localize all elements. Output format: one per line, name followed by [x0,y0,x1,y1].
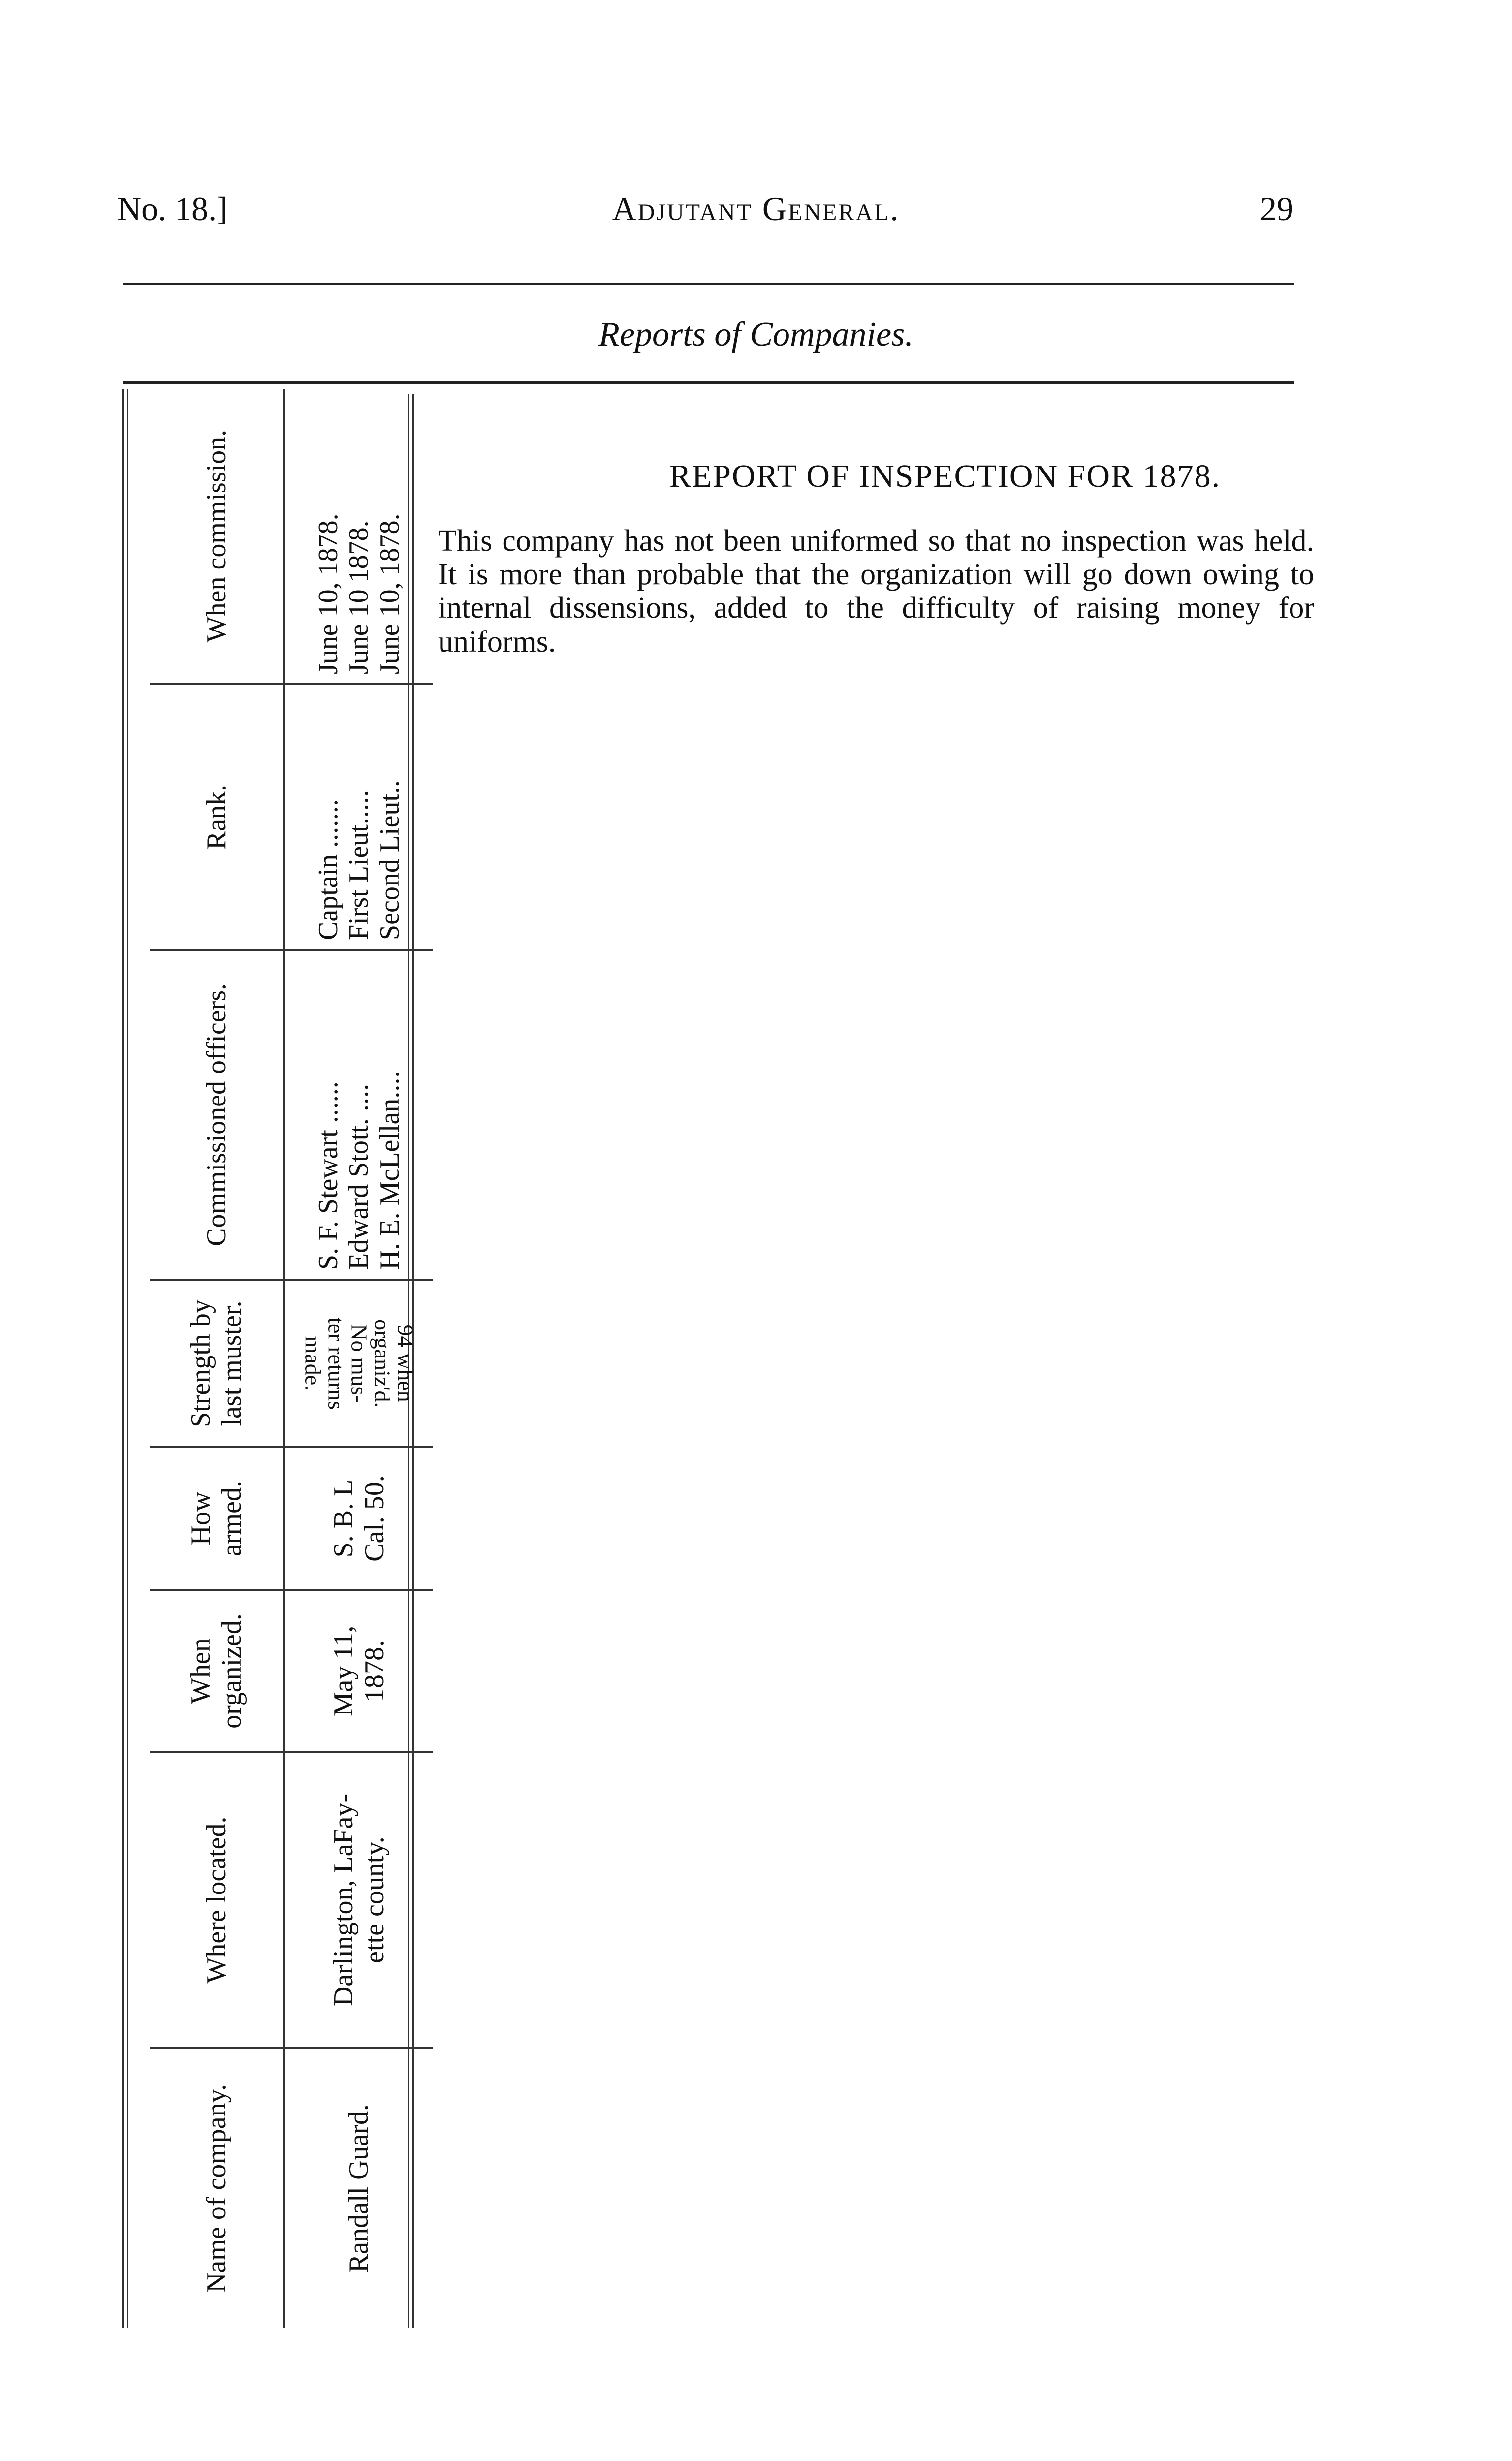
col-header-rank: Rank. [150,684,284,950]
companies-table [150,389,433,2328]
organized-line-2: 1878. [359,1640,390,1702]
commission-date: June 10, 1878. [374,513,405,674]
col-header-organized: When organized. [150,1590,284,1752]
section-subtitle: Reports of Companies. [598,316,914,353]
location-line-2: ette county. [359,1836,390,1963]
cell-location [284,1752,433,2048]
armed-line-1: S. B. L [328,1479,359,1558]
table-frame-left-inner [127,389,128,2328]
cell-ranks [284,684,433,950]
col-header-armed: How armed. [150,1447,284,1590]
col-header-location: Where located. [150,1752,284,2048]
companies-table-rotated [150,389,433,2328]
officer-rank: First Lieut..... [344,790,375,940]
officer-name: Edward Stott. .... [344,1084,375,1270]
page-number: 29 [1260,190,1293,227]
location-line-1: Darlington, LaFay- [328,1793,359,2007]
inspection-report-body: This company has not been uniformed so that no inspection was held. It is more than probable that the organization will go down owing to internal dissensions, added to the difficulty of raising money for uniforms. [438,524,1314,659]
table-header-row [150,389,284,2328]
strength-line-4: ter returns [324,1317,349,1410]
officer-name: H. E. McLellan.... [374,1071,405,1270]
strength-text-inverted [301,1317,417,1410]
cell-company-name [284,2048,433,2328]
table-frame-left [122,389,124,2328]
header-section-number: No. 18.] [117,190,228,227]
commission-date: June 10, 1878. [313,513,344,674]
strength-line-2: organiz'd. [370,1319,395,1408]
strength-line-1: 94 when [393,1325,418,1402]
col-header-officers: Commissioned officers. [150,950,284,1280]
cell-strength [284,1280,433,1447]
cell-officers [284,950,433,1280]
officer-rank: Captain ....... [313,799,344,940]
strength-line-3: No mus- [347,1324,373,1403]
header-rule [123,283,1294,285]
officer-name: S. F. Stewart ...... [313,1081,344,1270]
organized-line-1: May 11, [328,1625,359,1717]
col-header-strength: Strength by last muster. [150,1280,284,1447]
armed-line-2: Cal. 50. [359,1475,390,1562]
header-title: Adjutant General. [612,190,900,227]
inspection-report-title: REPORT OF INSPECTION FOR 1878. [669,458,1221,494]
col-header-name: Name of company. [150,2048,284,2328]
cell-organized [284,1590,433,1752]
commission-date: June 10 1878. [344,520,375,674]
col-header-commission: When commission. [150,389,284,684]
strength-line-5: made. [301,1336,326,1391]
cell-commission-dates [284,389,433,684]
cell-armed [284,1447,433,1590]
company-name: Randall Guard. [344,2104,375,2273]
subtitle-rule [123,381,1294,384]
officer-rank: Second Lieut.. [374,780,405,940]
table-row [284,389,433,2328]
